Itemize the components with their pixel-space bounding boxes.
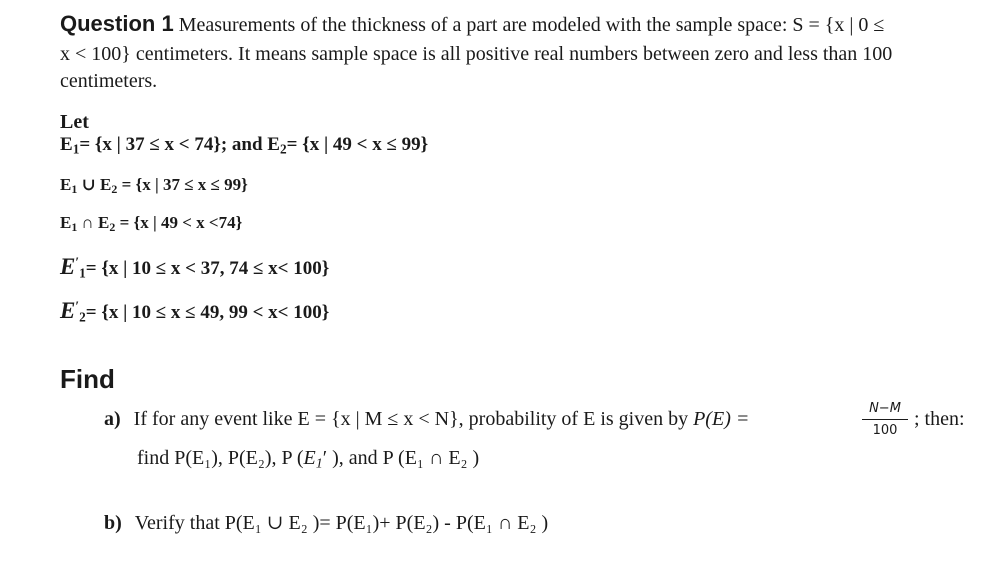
inter-sub2: 2 [109, 219, 116, 234]
comp1-prime: ′ [75, 254, 80, 270]
union-set: = {x | 37 ≤ x ≤ 99} [117, 175, 248, 194]
part-b-text: Verify that P(E₁ ∪ E₂ )= P(E₁)+ P(E₂) - P(E₁ ∩ E₂ ) [134, 512, 549, 534]
intersection-definition [60, 213, 242, 233]
union-definition [60, 175, 248, 195]
question-line-2: x < 100} centimeters. It means sample space is all positive real numbers between zero and less than 100 [60, 43, 893, 65]
comp1-set: = {x | 10 ≤ x < 37, 74 ≤ x< 100} [85, 258, 330, 279]
comp1-sub: 1 [79, 265, 86, 281]
find-heading: Find [60, 364, 115, 394]
inter-e1: E [60, 213, 72, 232]
inter-op: ∩ E [77, 213, 110, 232]
fraction-numerator: N−M [862, 401, 908, 420]
comp2-sub: 2 [79, 309, 86, 325]
e1-symbol: E [60, 134, 73, 155]
part-a-label: a) [104, 408, 121, 430]
inter-sub1: 1 [71, 219, 78, 234]
part-a-comp-e: E [303, 447, 316, 469]
part-a-find-start: find P(E₁), P(E₂), P ( [137, 447, 304, 469]
part-a-then: ; then: [914, 408, 965, 430]
part-a-pe: P(E) = [693, 408, 750, 430]
question-line-1 [60, 10, 884, 39]
let-heading: Let [60, 111, 89, 133]
comp2-set: = {x | 10 ≤ x ≤ 49, 99 < x< 100} [85, 302, 330, 323]
e2-sub: 2 [279, 141, 287, 157]
question-label: Question 1 [60, 11, 174, 36]
fraction-denominator: 100 [872, 423, 898, 438]
union-sub1: 1 [71, 181, 78, 196]
complement-1-definition [60, 254, 329, 280]
complement-2-definition [60, 298, 329, 324]
comp1-symbol: E [60, 254, 76, 279]
part-a-text: If for any event like E = {x | M ≤ x < N}, probability of E is given by [133, 408, 694, 430]
inter-set: = {x | 49 < x <74} [115, 213, 243, 232]
part-a-comp-sub: 1 [315, 456, 323, 472]
part-a-line-1 [104, 405, 749, 433]
part-a-find-end: ′ ), and P (E₁ ∩ E₂ ) [322, 447, 480, 469]
probability-fraction [862, 401, 908, 438]
union-e1: E [60, 175, 72, 194]
e1-definition: = {x | 37 ≤ x < 74}; and E [79, 134, 280, 155]
part-b-line [104, 509, 548, 537]
comp2-symbol: E [60, 298, 76, 323]
union-op: ∪ E [77, 175, 112, 194]
e2-definition: = {x | 49 < x ≤ 99} [286, 134, 429, 155]
e1-sub: 1 [72, 141, 80, 157]
comp2-prime: ′ [75, 298, 80, 314]
part-a-line-2 [137, 444, 479, 472]
question-line-3: centimeters. [60, 70, 158, 92]
event-definitions [60, 134, 428, 156]
question-text-1: Measurements of the thickness of a part are modeled with the sample space: S = {x | 0 ≤ [178, 14, 885, 36]
union-sub2: 2 [111, 181, 118, 196]
part-b-label: b) [104, 512, 122, 534]
